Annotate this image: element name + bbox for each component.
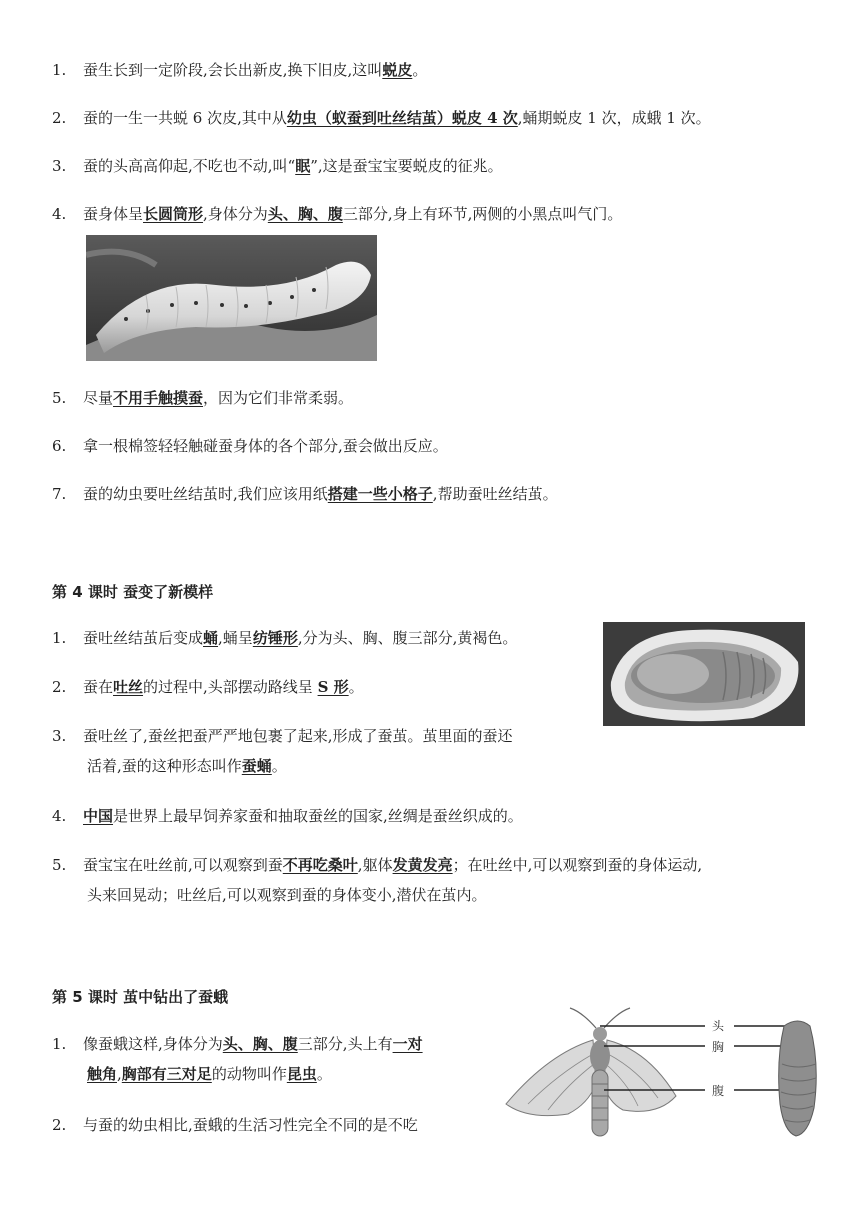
- section-title: 第 4 课时 蚕变了新模样: [52, 583, 214, 601]
- label-abdomen: 腹: [712, 1084, 725, 1098]
- section-title: 第 5 课时 茧中钻出了蚕蛾: [52, 988, 229, 1006]
- silkworm-photo: [86, 235, 377, 361]
- pupa-photo: [603, 622, 805, 726]
- label-chest: 胸: [712, 1040, 725, 1054]
- moth-diagram: [498, 1004, 828, 1144]
- label-head: 头: [712, 1019, 725, 1033]
